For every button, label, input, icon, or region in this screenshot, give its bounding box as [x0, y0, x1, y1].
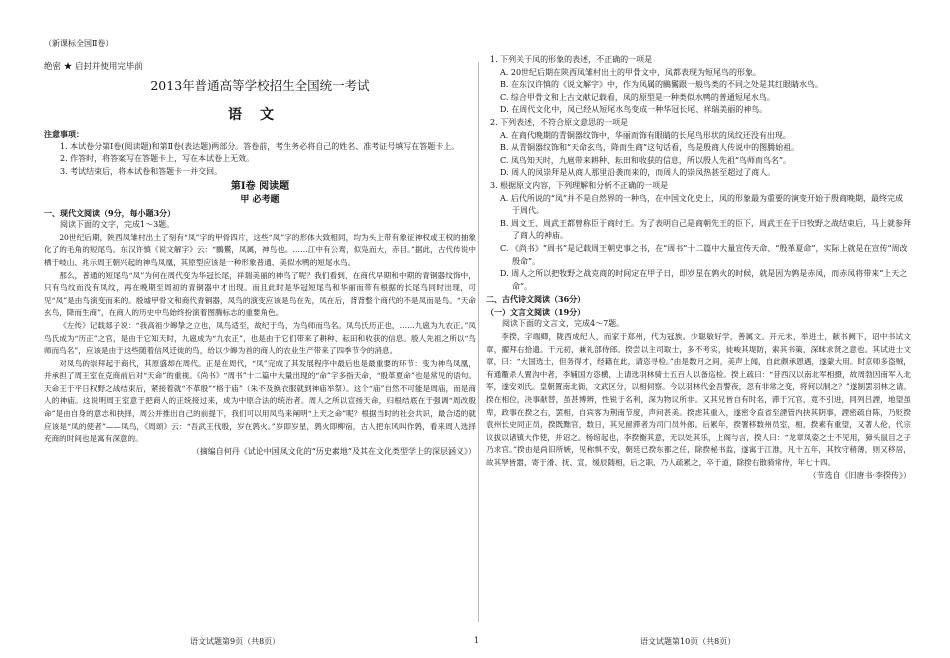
section2-instruction: 阅读下面的文言文，完成4～7题。	[502, 319, 625, 329]
notice-item-2: 2. 作答时，将答案写在答题卡上，写在本试卷上无效。	[60, 154, 255, 164]
question-1-option-d: D. 在周代文化中，凤已经从短尾水鸟变成一种华冠长尾、祥瑞美丽的神鸟。	[500, 105, 768, 115]
question-2-option-a: A. 在商代晚期的青铜器纹饰中，华丽而饰有眼睛的长尾鸟形状的凤纹还没有出现。	[500, 130, 791, 140]
passage-paragraph-3: 《左传》记载郯子说：“我高祖少皞挚之立也，凤鸟适至，故纪于鸟，为鸟师而鸟名。凤鸟氏历正也，……九扈为九农正。”凤鸟氏成为“历正”之官，是由于它知天时，九扈成为“九农正”，也是由于它们带来了耕种、耘田和收获的信息。殷人先祖之所以“鸟师而鸟名”，应该是由于这些随着信风迁徙的鸟，给以少皞为首的商人的农业生产带来了四季节令的消息。	[44, 320, 476, 356]
footer-right-page: 语文试题第10页（共8页）	[640, 637, 736, 646]
question-3-option-c: C. 《尚书》“周书”是记载周王朝史事之书，在“周书”十二篇中大量宣传天命、“殷革夏命”，实际上就是在宣传“周改殷命”。	[500, 243, 908, 266]
section1-heading: 一、现代文阅读（9分，每小题3分）	[44, 207, 176, 218]
footer-center-number: 1	[474, 636, 480, 645]
section1-instruction: 阅读下面的文字，完成1～3题。	[60, 220, 175, 230]
secret-label: 绝密 ★ 启封并使用完毕前	[44, 62, 143, 72]
question-1-option-b: B. 在东汉许慎的《说文解字》中，作为凤属的鶠鸑跟一般鸟类的不同之处是其红眼睛水鸟。	[500, 80, 823, 90]
passage-source: （摘编自何丹《试论中国凤文化的“历史素地”及其在文化类型学上的深层涵义》）	[191, 446, 476, 456]
right-column	[486, 54, 911, 482]
passage-paragraph-4: 对凤鸟的崇拜起于商代，其原盛却在周代。正是在周代，“凤”完成了其发展程序中最后也是最重要的环节：变为神鸟凤凰，并承担了周王室在克商前后对“天命”的重视。《尚书》“周书”十二篇中大量出现的“命”字多指天命，“殷革夏命”也是常见的语句。天命王于平日权野之战结束后，紧接着就“不革殷”“格于庙”（朱不及换衣服就到神庙举祭）。这个“庙”自然不可能是周庙，而是商人的神庙。这说明周王室意于把商人的正统接过来，成为中原合法的统治者。周人之所以宣扬天命，归根结底在于强调“周改殷命”是由自身的意志和抉择，周公并推出自己的前提下，我们可以用凤鸟来阐明“上天之命”呢？根据当时的社会共识，最合适的就应该是“凤的使者”——凤鸟，《周颂》云：“吾武王伐殷，岁在鹑火。”岁即岁星，鹑火即柳宿，古人把东风叫作鹑，看来周人选择充商的时间也是寓有深意的。	[44, 358, 476, 444]
question-2-option-d: D. 周人的凤崇拜是从商人那里沿袭而来的，而周人的崇凤热甚至超过了商人。	[500, 168, 776, 178]
question-2-option-b: B. 从青铜器纹饰和“天命玄鸟，降而生商”这句话看，鸟是殷商人传说中的图腾始祖。	[500, 143, 800, 153]
notice-item-3: 3. 考试结束后，将本试卷和答题卡一并交回。	[60, 166, 223, 176]
footer-left-page: 语文试题第9页（共8页）	[190, 637, 281, 646]
question-3-option-a: A. 后代所说的“凤”并不是自然界的一种鸟，在中国文化史上，凤的形象最为重要的演变开始于殷商晚期，最终完成于周代。	[500, 193, 904, 216]
subject-title: 语文	[228, 107, 292, 123]
classical-source: （节选自《旧唐书·李揆传》）	[808, 470, 911, 480]
part1-subtitle: 甲 必考题	[240, 194, 280, 205]
notice-heading: 注意事项：	[44, 129, 84, 139]
question-1-option-a: A. 20世纪后期在陕西凤雏村出土的甲骨文中，凤都表现为短尾鸟的形象。	[500, 67, 762, 77]
left-column	[44, 128, 476, 458]
notice-item-1: 1. 本试卷分第Ⅰ卷(阅读题)和第Ⅱ卷(表达题)两部分。答卷前，考生务必将自己的姓名、准考证号填写在答题卡上。	[60, 141, 460, 151]
question-1-option-c: C. 综合甲骨文和上古文献记载看，凤的原型是一种类似水鸭的普通短尾水鸟。	[500, 92, 775, 102]
column-divider	[478, 62, 479, 622]
section2-subheading: （一）文言文阅读（19分）	[486, 306, 586, 317]
question-3-option-d: D. 周人之所以把牧野之战克商的时间定在甲子日，即岁星在鹑火的时候，就是因为鹑是赤凤，而赤凤将带来“上天之命”。	[500, 269, 908, 291]
exam-title: 2013年普通高等学校招生全国统一考试	[150, 78, 370, 93]
question-2-stem: 2. 下列表述，不符合原文意思的一项是	[490, 117, 629, 127]
part1-title: 第Ⅰ卷 阅读题	[230, 181, 290, 193]
edition-note: （新课标全国Ⅱ卷）	[44, 39, 114, 48]
question-1-stem: 1. 下列关于凤的形象的表述，不正确的一项是	[490, 55, 653, 64]
classical-passage: 李揆，字端卿，陇西成纪人，而家于郑州，代为冠族。少聪敏好学，善属文。开元末，举进士，献书阙下，诏中书试文章，擢拜右拾遗。干元初，兼礼部侍郎。揆尝以主司取士，多不考实，徒峻其堤防，索其书策，深昧求贤之意也。其试进士文章，曰：“大国选士，但务得才，经籍在此，请恣寻检。”由是数月之间，美声上闻，自此颇承恩遇，遂蒙大用。时京师多盗贼，有通衢杀人置沟中者，李辅国方恣横，上请选羽林骑士五百人以备巡检。揆上疏曰：“昔西汉以南北军相摄，故周勃因南军入北军，遂安刘氏。皇朝置南北衙，文武区分，以相伺察。今以羽林代金吾警夜，忽有非常之变，将何以制之？”遂制罢羽林之请。揆在相位，决事献替，虽甚博辨，性锐于名利，深为物议所非。又其兄皆自有时名，滞于冗官，竟不引进，同列吕諲，地望虽卑，政事在揆之右，罢相，自宾客为荆南节度，声问甚美。揆虑其重入，遂密令直省至諲管内抉其阴事，諲密疏自陈，乃贬揆袁州长史同正员，揆既黜官，数日，其兄留滞者为司门员外郎。后累年，揆署移数州员室，相，揆素有重望，又著人伦，代宗议拔以诸镇大作使，并诏之。杨绾起也，李揆衡其意，无以处其乐，上阁与言，揆人曰：“龙章凤姿之士不见用，獐头鼠目之子乃求官。”揆由是尚旧所嫉，见称惧不安，朝廷已揆东都之任，除揆秘书监，遂寓于江淮，凡十五年，其牧守稍薄，则又移居，故其孥皆嚣，寄于滑、抚、宣，缓辰随相，后之职，乃人疏累之，卒于道，除揆右散骑常侍，年七十四。	[486, 332, 911, 467]
section2-heading: 二、古代诗文阅读（36分）	[486, 294, 586, 305]
passage-paragraph-2: 那么，普通的短尾鸟“凤”为何在周代变为华冠长尾，祥瑞美丽的神鸟了呢？我们看到，在商代早期和中期的青铜器纹饰中，只有鸟纹而没有凤纹，再在晚期至周初的青铜器中才出现。而且此时是华冠短尾鸟和华丽而带有根据的长尾鸟同时出现，可见“凤”是由鸟演变而来的。殷墟甲骨文和商代青铜器，凤鸟的演变应该是鸟在先，凤在后，背背整个商代的不是凤而是鸟。“天命玄鸟，降而生商”，在商人的历史中鸟始终扮演着图腾标志的重要角色。	[44, 270, 476, 318]
question-2-option-c: C. 凤鸟知天时，九扈带来耕种、耘田和收获的信息，所以殷人先祖“鸟师而鸟名”。	[500, 155, 792, 165]
passage-paragraph-1: 20世纪后期，陕西凤雏村出土了刻有“凤”字的甲骨四片，这些“凤”字的形体大致相同，均为头上带有象征神权或王权的抽象化了的毛角的短尾鸟。东汉许慎《说文解字》云：“鶠鸑，凤属，神鸟也。……江中有公鸾，似凫而大，赤目。”据此，古代传说中栖于岐山、兆示周王朝兴起的神鸟凤凰，其原型应该是一种形象普通、美似水鸭的短尾水鸟。	[44, 232, 476, 267]
question-3-option-b: B. 周文王、周武王都曾称臣于商纣王。为了表明自己是商朝先王的臣下，周武王在于日牧野之战结束后，马上就参拜了商人的神庙。	[500, 218, 911, 241]
question-3-stem: 3. 根据原文内容，下列理解和分析不正确的一项是	[490, 180, 669, 190]
